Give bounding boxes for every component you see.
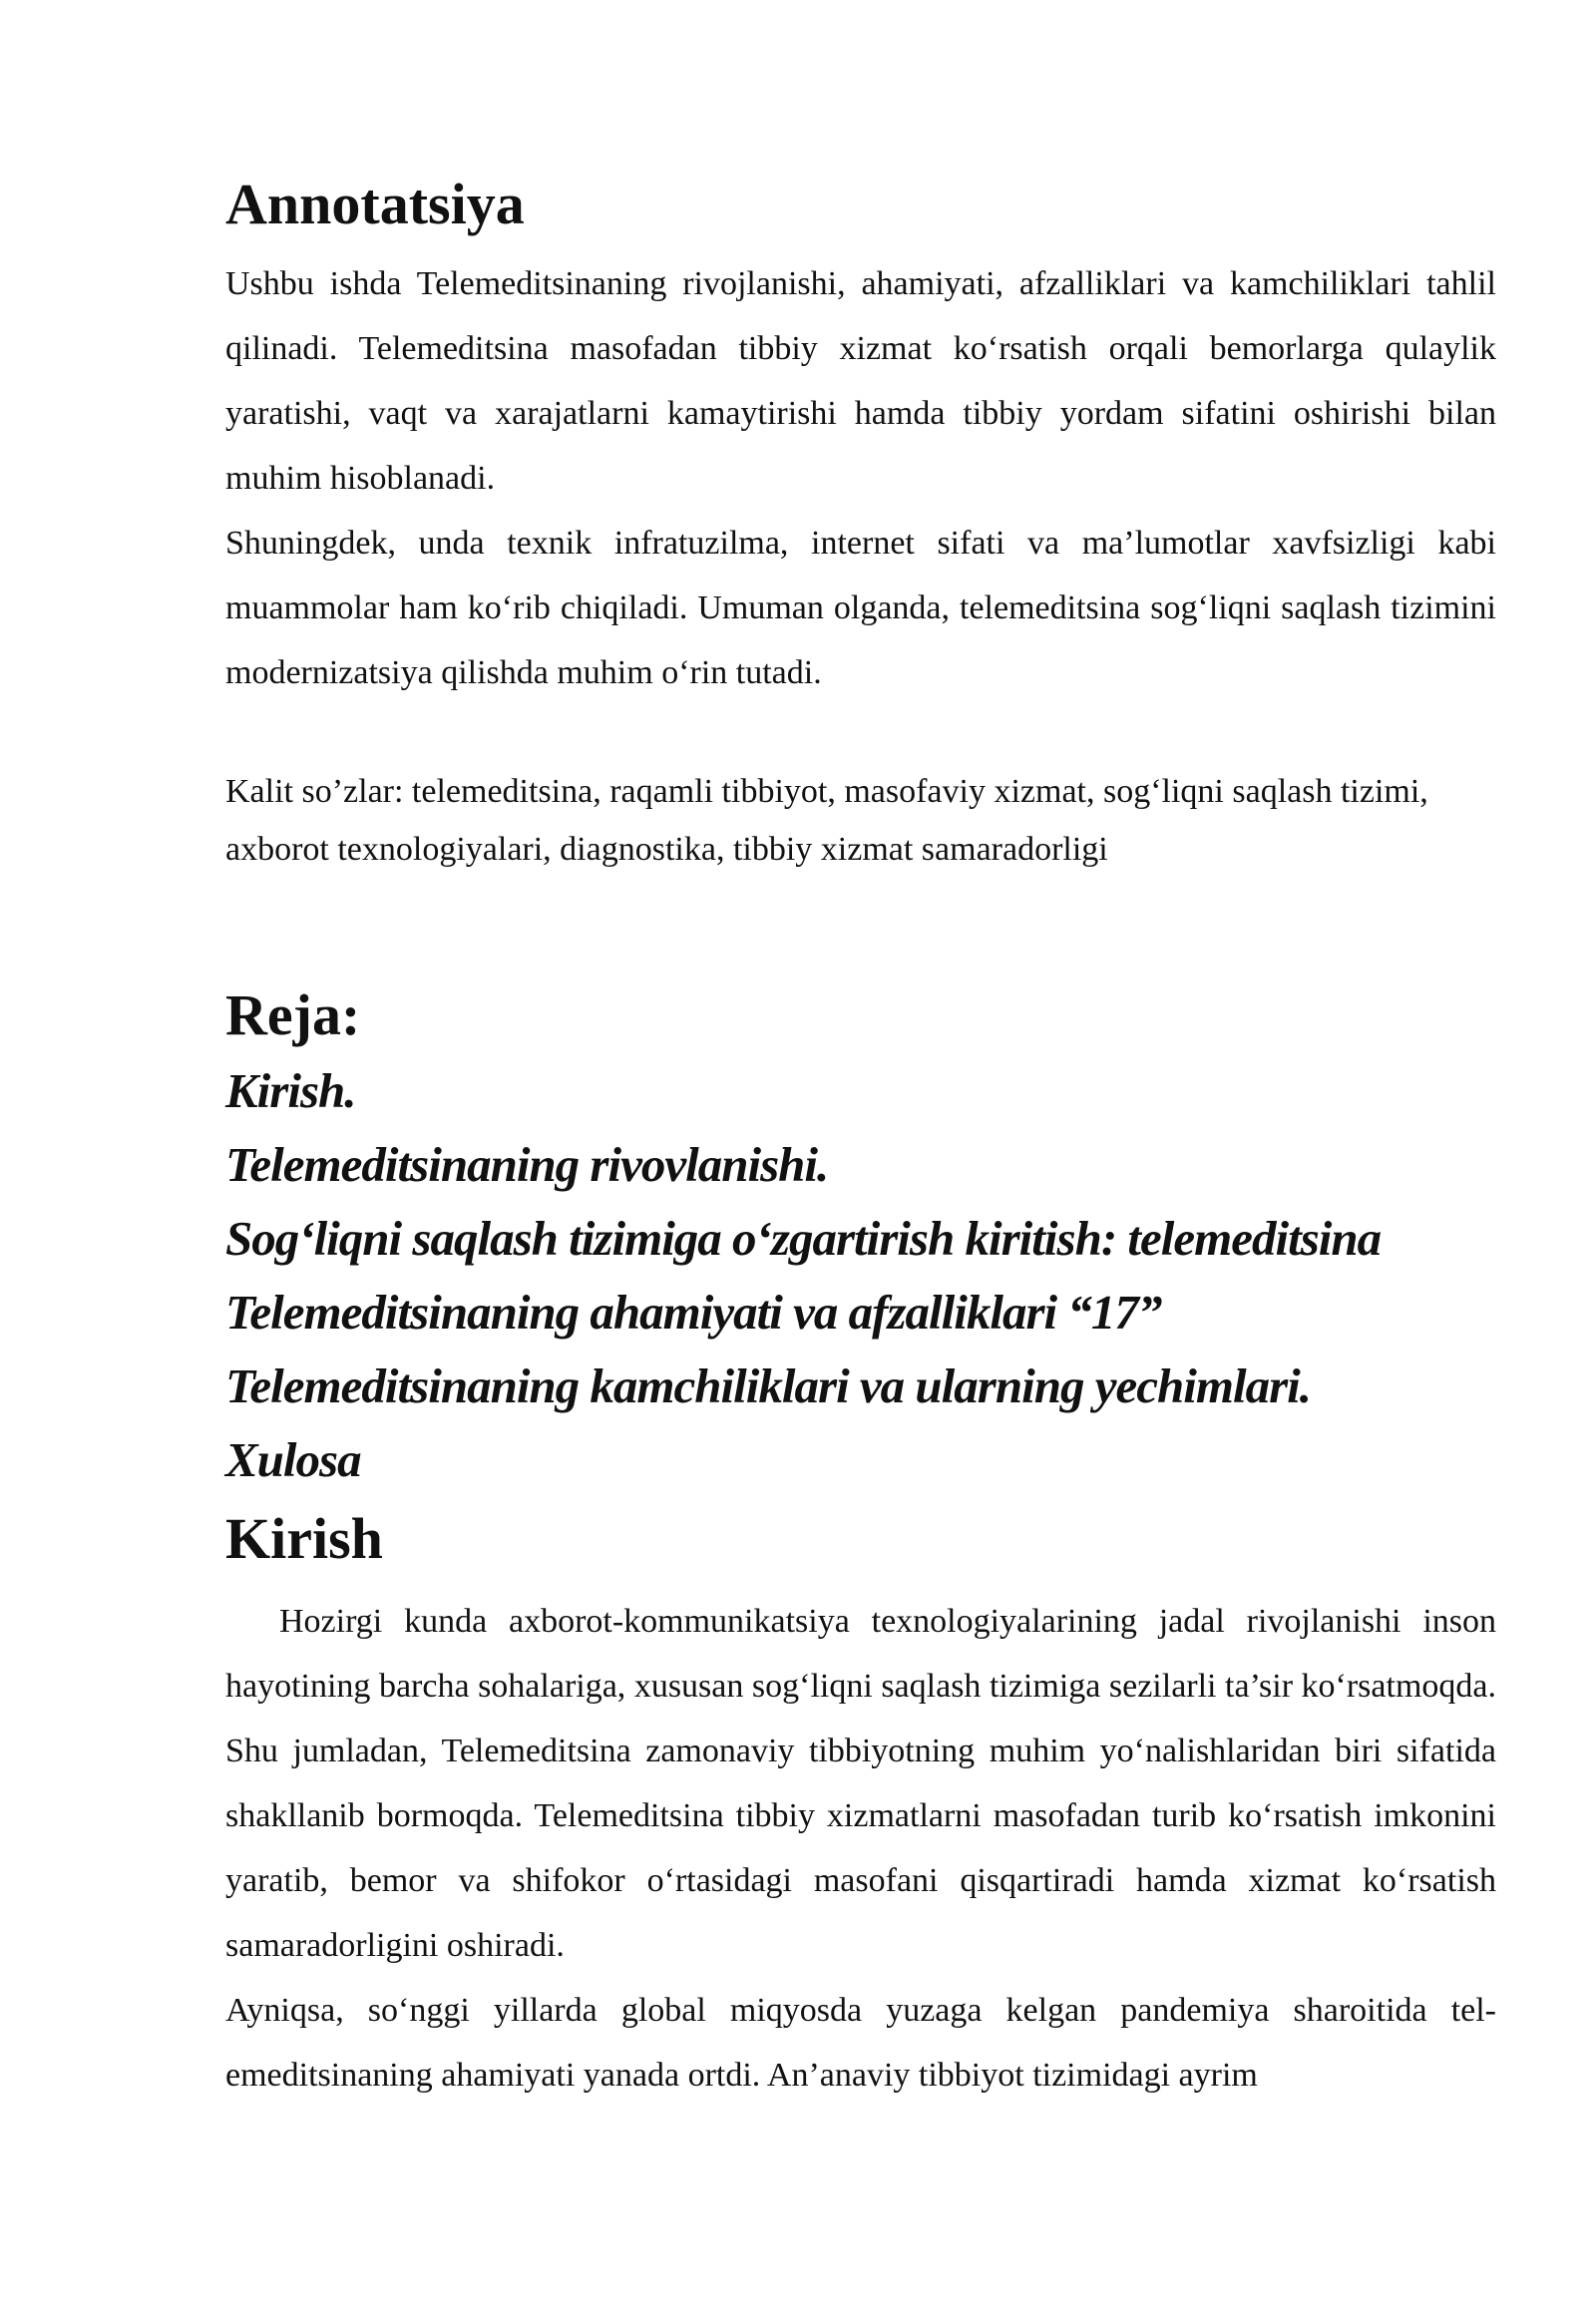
annotation-paragraph-1: Ushbu ishda Telemeditsinaning rivojlanishi, ahamiyati, afzalliklari va kamchiliklari tahlil qilinadi. Telemeditsina masofadan tibbiy xizmat ko‘rsatish orqali bemorlarga qulaylik yaratishi, vaqt va xarajatlarni kamaytirishi hamda tibbiy yordam sifatini oshirishi bilan muhim hisoblanadi. <box>225 265 1496 497</box>
plan-item-development: Telemeditsinaning rivovlanishi. <box>225 1137 829 1192</box>
plan-heading: Reja: <box>225 982 361 1047</box>
keywords-paragraph: Kalit so’zlar: telemeditsina, raqamli tibbiyot, masofaviy xizmat, sog‘liqni saqlash tizimi, axborot texnologiyalari, diagnostika, tibbiy xizmat samaradorligi <box>225 773 1428 868</box>
introduction-paragraph-2: Ayniqsa, so‘nggi yillarda global miqyosda yuzaga kelgan pandemiya sharoitida tel-emeditsinaning ahamiyati yanada ortdi. An’anaviy tibbiyot tizimidagi ayrim <box>225 1992 1496 2094</box>
plan-item-conclusion: Xulosa <box>225 1432 361 1487</box>
annotation-paragraph-2: Shuningdek, unda texnik infratuzilma, internet sifati va ma’lumotlar xavfsizligi kabi muammolar ham ko‘rib chiqiladi. Umuman olganda, telemeditsina sog‘liqni saqlash tizimini modernizatsiya qilishda muhim o‘rin tutadi. <box>225 525 1496 691</box>
plan-list <box>225 1054 1496 1497</box>
plan-item-health-system-change: Sog‘liqni saqlash tizimiga o‘zgartirish kiritish: telemeditsina <box>225 1211 1382 1266</box>
plan-item-shortcomings: Telemeditsinaning kamchiliklari va ularning yechimlari. <box>225 1358 1312 1413</box>
introduction-heading: Kirish <box>225 1506 383 1571</box>
plan-item-importance: Telemeditsinaning ahamiyati va afzalliklari “17” <box>225 1285 1162 1340</box>
plan-item-introduction: Kirish. <box>225 1063 356 1118</box>
annotation-heading: Annotatsiya <box>225 172 525 236</box>
introduction-paragraph-1: Hozirgi kunda axborot-kommunikatsiya texnologiyalarining jadal rivojlanishi inson hayotining barcha sohalariga, xususan sog‘liqni saqlash tizimiga sezilarli ta’sir ko‘rsatmoqda. Shu jumladan, Telemeditsina zamonaviy tibbiyotning muhim yo‘nalishlaridan biri sifatida shakllanib bormoqda. Telemeditsina tibbiy xizmatlarni masofadan turib ko‘rsatish imkonini yaratib, bemor va shifokor o‘rtasidagi masofani qisqartiradi hamda xizmat ko‘rsatish samaradorligini oshiradi. <box>225 1603 1496 1964</box>
document-page <box>225 170 1496 2108</box>
